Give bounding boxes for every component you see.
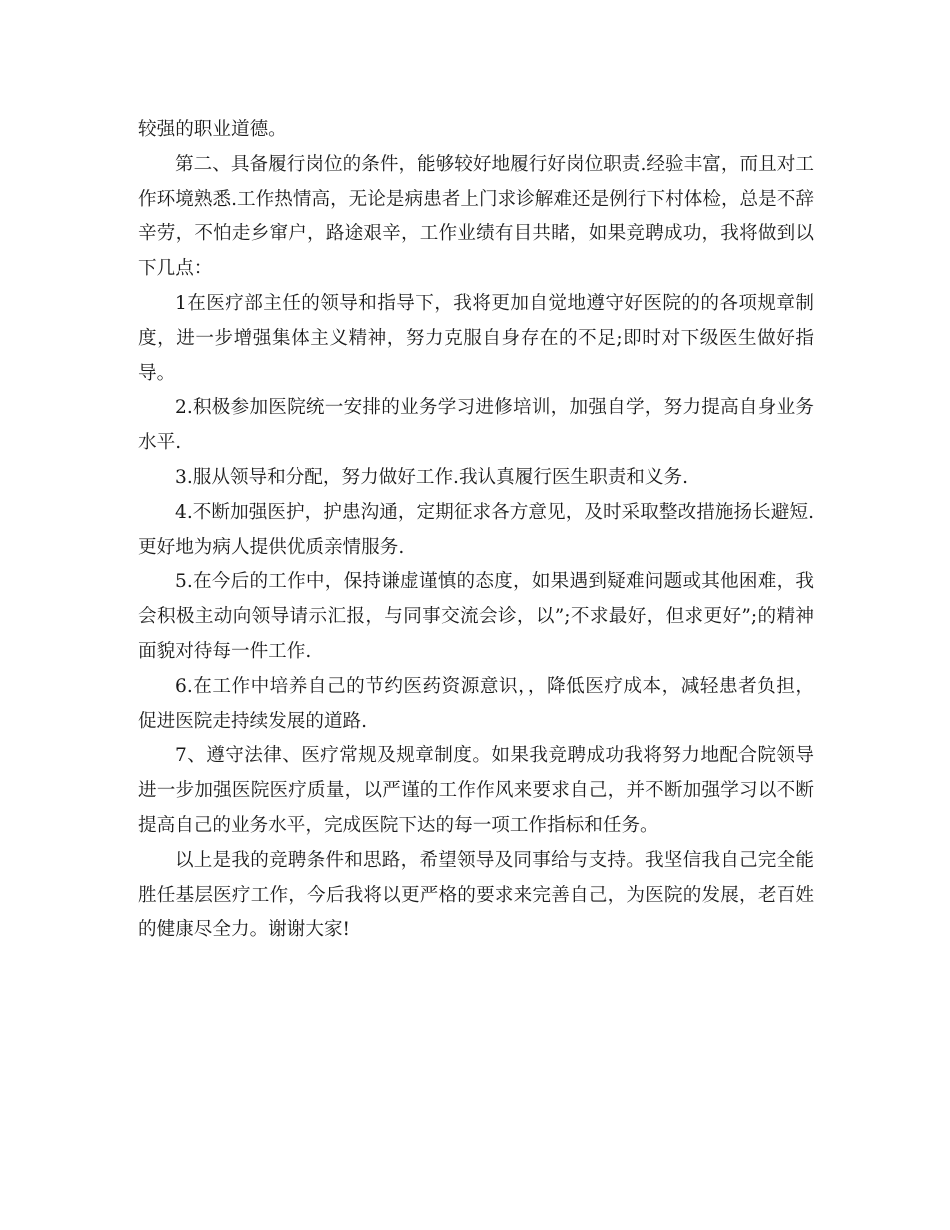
paragraph-1: 第二、具备履行岗位的条件，能够较好地履行好岗位职责.经验丰富，而且对工作环境熟悉.工作热情高，无论是病患者上门求诊解难还是例行下村体检，总是不辞辛劳，不怕走乡窜户，路途艰辛，工作业绩有目共睹，如果竞聘成功，我将做到以下几点： — [138, 153, 814, 280]
paragraph-4: 3.服从领导和分配，努力做好工作.我认真履行医生职责和义务. — [175, 466, 688, 488]
paragraph-8: 7、遵守法律、医疗常规及规章制度。如果我竞聘成功我将努力地配合院领导进一步加强医院医疗质量，以严谨的工作作风来要求自己，并不断加强学习以不断提高自己的业务水平，完成医院下达的每一项工作指标和任务。 — [138, 745, 814, 836]
paragraph-2: 1在医疗部主任的领导和指导下，我将更加自觉地遵守好医院的的各项规章制度，进一步增强集体主义精神，努力克服自身存在的不足;即时对下级医生做好指导。 — [138, 292, 814, 384]
paragraph-9: 以上是我的竞聘条件和思路，希望领导及同事给与支持。我坚信我自己完全能胜任基层医疗工作，今后我将以更严格的要求来完善自己，为医院的发展，老百姓的健康尽全力。谢谢大家! — [138, 849, 814, 941]
paragraph-0: 较强的职业道德。 — [138, 119, 287, 140]
paragraph-6: 5.在今后的工作中，保持谦虚谨慎的态度，如果遇到疑难问题或其他困难，我会积极主动向领导请示汇报，与同事交流会诊，以”;不求最好，但求更好”;的精神面貌对待每一件工作. — [138, 571, 814, 662]
paragraph-7: 6.在工作中培养自己的节约医药资源意识，，降低医疗成本，减轻患者负担，促进医院走持续发展的道路. — [138, 675, 814, 732]
paragraph-3: 2.积极参加医院统一安排的业务学习进修培训，加强自学，努力提高自身业务水平. — [138, 397, 814, 454]
document-body — [138, 113, 814, 948]
paragraph-5: 4.不断加强医护，护患沟通，定期征求各方意见，及时采取整改措施扬长避短.更好地为病人提供优质亲情服务. — [138, 501, 814, 558]
